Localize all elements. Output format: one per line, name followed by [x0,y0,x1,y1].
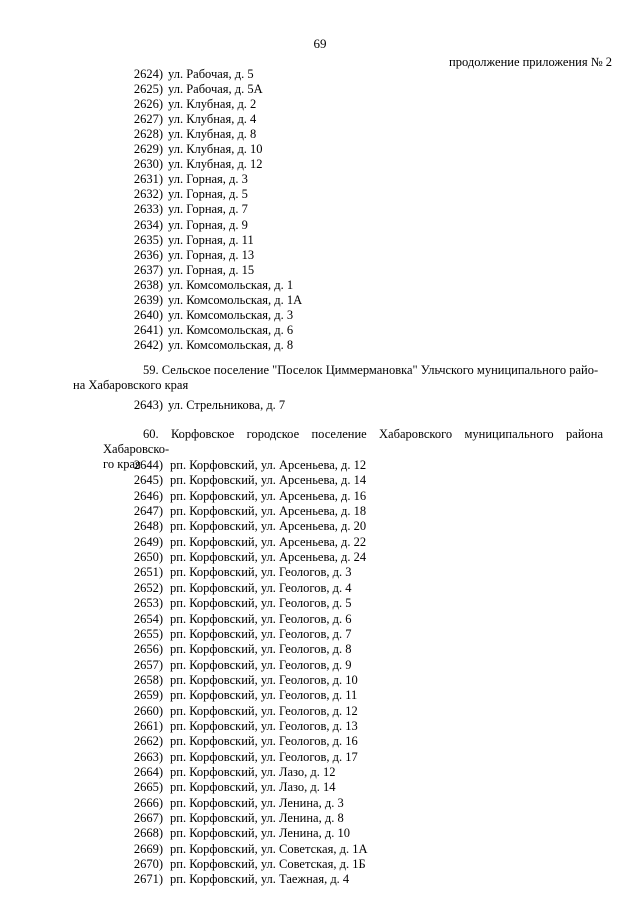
item-number: 2634) [133,217,163,232]
item-address: ул. Комсомольская, д. 1 [168,277,294,292]
item-number: 2637) [133,262,163,277]
item-number: 2670) [133,857,163,872]
list-item [0,565,640,580]
list-item [0,688,640,703]
list-item [0,323,640,338]
item-number: 2660) [133,703,163,718]
item-address: рп. Корфовский, ул. Ленина, д. 10 [170,826,350,841]
item-number: 2668) [133,826,163,841]
list-item [0,550,640,565]
item-number: 2632) [133,187,163,202]
list-item [0,218,640,233]
item-number: 2650) [133,550,163,565]
item-number: 2649) [133,534,163,549]
item-address: ул. Клубная, д. 4 [168,112,257,127]
item-address: рп. Корфовский, ул. Арсеньева, д. 16 [170,488,367,503]
item-number: 2624) [133,67,163,81]
list-item [0,857,640,872]
item-address: рп. Корфовский, ул. Геологов, д. 13 [170,718,358,733]
list-item [0,202,640,217]
list-item [0,535,640,550]
section-heading-59 [73,363,603,393]
list-item [0,780,640,795]
item-address: рп. Корфовский, ул. Таежная, д. 4 [170,872,350,887]
list-item [0,263,640,278]
list-item [0,842,640,857]
continuation-note: продолжение приложения № 2 [449,55,612,69]
list-item [0,187,640,202]
list-item [0,596,640,611]
item-number: 2640) [133,307,163,322]
section-heading-line: 59. Сельское поселение "Поселок Циммермановка" Ульчского муниципального райо- [143,363,599,377]
item-number: 2630) [133,157,163,172]
list-item [0,612,640,627]
item-number: 2642) [133,337,163,352]
list-item [0,627,640,642]
item-number: 2635) [133,232,163,247]
list-item [0,458,640,473]
item-number: 2627) [133,112,163,127]
section-heading-line: 60. Корфовское городское поселение Хабаровского муниципального района Хабаровско- [103,427,603,456]
item-address: рп. Корфовский, ул. Арсеньева, д. 14 [170,473,367,488]
item-address: рп. Корфовский, ул. Ленина, д. 8 [170,811,344,826]
item-number: 2644) [133,458,163,472]
item-number: 2657) [133,657,163,672]
item-number: 2665) [133,780,163,795]
item-address: ул. Горная, д. 9 [168,217,248,232]
list-item [0,278,640,293]
list-item [0,872,640,887]
item-number: 2659) [133,688,163,703]
item-address: рп. Корфовский, ул. Геологов, д. 7 [170,626,352,641]
list-item [0,172,640,187]
item-address: рп. Корфовский, ул. Советская, д. 1А [170,841,368,856]
list-item [0,581,640,596]
item-address: ул. Комсомольская, д. 1А [168,292,303,307]
item-number: 2647) [133,504,163,519]
item-address: рп. Корфовский, ул. Геологов, д. 3 [170,565,352,580]
item-address: рп. Корфовский, ул. Лазо, д. 14 [170,780,336,795]
item-address: рп. Корфовский, ул. Геологов, д. 9 [170,657,352,672]
list-item [0,127,640,142]
list-item [0,519,640,534]
list-item [0,796,640,811]
item-number: 2645) [133,473,163,488]
list-item [0,157,640,172]
list-item [0,67,640,82]
item-address: ул. Горная, д. 7 [168,202,248,217]
item-number: 2626) [133,97,163,112]
item-address: ул. Комсомольская, д. 8 [168,337,294,352]
list-item [0,504,640,519]
list-item [0,734,640,749]
item-address: ул. Горная, д. 11 [168,232,254,247]
list-item [0,338,640,353]
item-address: ул. Клубная, д. 2 [168,97,257,112]
list-item [0,811,640,826]
list-item [0,142,640,157]
item-address: ул. Клубная, д. 12 [168,157,263,172]
item-number: 2628) [133,127,163,142]
item-number: 2654) [133,611,163,626]
item-address: рп. Корфовский, ул. Геологов, д. 5 [170,596,352,611]
item-number: 2625) [133,82,163,97]
list-item [0,765,640,780]
item-address: рп. Корфовский, ул. Геологов, д. 6 [170,611,352,626]
list-item [0,489,640,504]
item-address: ул. Комсомольская, д. 3 [168,307,294,322]
item-number: 2648) [133,519,163,534]
item-address: ул. Комсомольская, д. 6 [168,322,294,337]
list-item [0,750,640,765]
item-address: рп. Корфовский, ул. Советская, д. 1Б [170,857,366,872]
item-address: ул. Горная, д. 3 [168,172,248,187]
item-number: 2656) [133,642,163,657]
list-item [0,642,640,657]
item-address: ул. Горная, д. 15 [168,262,255,277]
item-number: 2636) [133,247,163,262]
list-item [0,719,640,734]
item-number: 2658) [133,672,163,687]
item-number: 2631) [133,172,163,187]
item-number: 2661) [133,718,163,733]
item-address: ул. Рабочая, д. 5А [168,82,263,97]
item-number: 2666) [133,795,163,810]
item-address: рп. Корфовский, ул. Геологов, д. 17 [170,749,358,764]
item-address: рп. Корфовский, ул. Геологов, д. 16 [170,734,358,749]
item-number: 2643) [133,398,163,412]
list-item [0,97,640,112]
item-number: 2651) [133,565,163,580]
item-address: рп. Корфовский, ул. Геологов, д. 12 [170,703,358,718]
item-address: рп. Корфовский, ул. Ленина, д. 3 [170,795,344,810]
item-number: 2646) [133,488,163,503]
page-number: 69 [313,36,327,51]
list-item [0,673,640,688]
item-address: рп. Корфовский, ул. Арсеньева, д. 22 [170,534,367,549]
item-number: 2639) [133,292,163,307]
list-item [0,704,640,719]
item-address: рп. Корфовский, ул. Арсеньева, д. 18 [170,504,367,519]
list-item [0,293,640,308]
list-item [0,233,640,248]
list-item [0,308,640,323]
item-address: ул. Стрельникова, д. 7 [168,398,286,412]
section-heading-line: го края [103,457,141,471]
item-number: 2655) [133,626,163,641]
item-number: 2653) [133,596,163,611]
item-number: 2652) [133,580,163,595]
list-item [0,82,640,97]
list-item [0,826,640,841]
item-number: 2664) [133,765,163,779]
item-address: ул. Горная, д. 13 [168,247,255,262]
list-item [0,398,640,413]
item-number: 2641) [133,322,163,337]
item-address: ул. Горная, д. 5 [168,187,248,202]
item-address: рп. Корфовский, ул. Арсеньева, д. 24 [170,550,367,565]
list-item [0,248,640,263]
list-item [0,658,640,673]
item-number: 2667) [133,811,163,826]
item-address: ул. Клубная, д. 8 [168,127,257,142]
item-number: 2633) [133,202,163,217]
item-address: рп. Корфовский, ул. Геологов, д. 11 [170,688,358,703]
item-address: рп. Корфовский, ул. Арсеньева, д. 20 [170,519,367,534]
section-heading-line: на Хабаровского края [73,378,189,392]
item-number: 2629) [133,142,163,157]
item-address: рп. Корфовский, ул. Геологов, д. 8 [170,642,352,657]
item-address: рп. Корфовский, ул. Геологов, д. 4 [170,580,352,595]
list-item [0,112,640,127]
item-address: ул. Рабочая, д. 5 [168,67,254,81]
item-number: 2662) [133,734,163,749]
list-item [0,473,640,488]
item-address: рп. Корфовский, ул. Арсеньева, д. 12 [170,458,367,472]
item-number: 2669) [133,841,163,856]
item-address: ул. Клубная, д. 10 [168,142,263,157]
item-number: 2638) [133,277,163,292]
item-number: 2671) [133,872,163,887]
item-address: рп. Корфовский, ул. Лазо, д. 12 [170,765,336,779]
item-address: рп. Корфовский, ул. Геологов, д. 10 [170,672,358,687]
item-number: 2663) [133,749,163,764]
